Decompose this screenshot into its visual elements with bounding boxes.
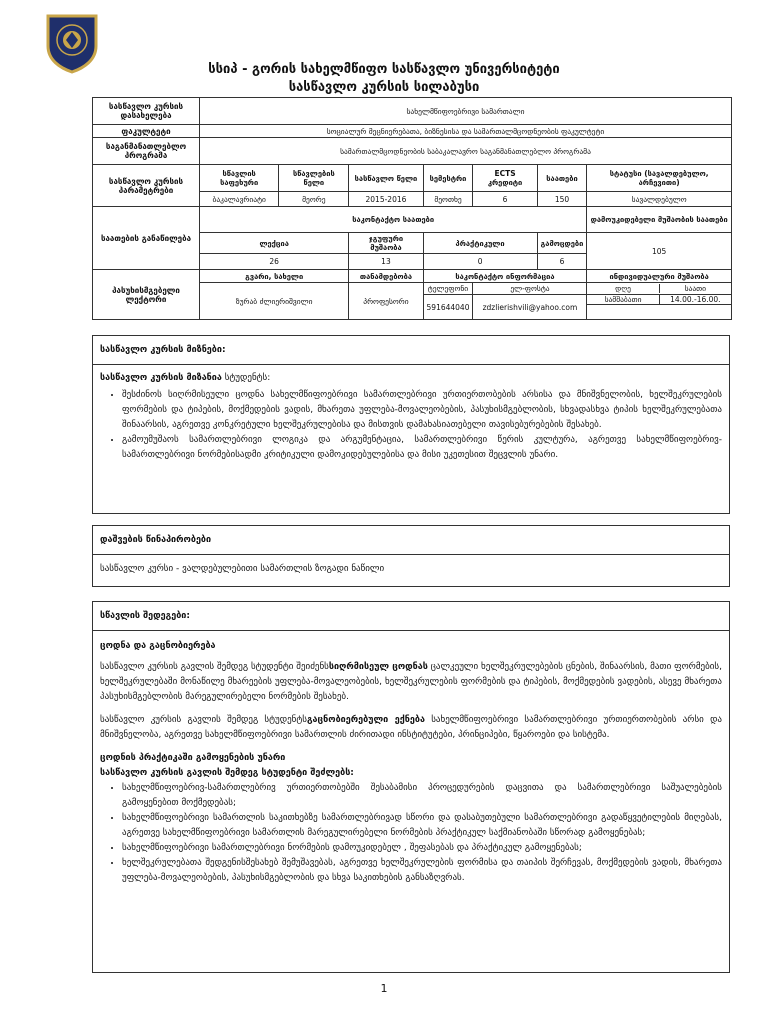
goals-intro-bold: სასწავლო კურსის მიზანია [100,373,222,383]
lecturer-name: ზურაბ ძლიერიშვილი [200,283,349,320]
params-value: 6 [473,192,537,207]
prerequisites-heading: დაშვების წინაპირობები [100,535,212,545]
knowledge-paragraph-2: სასწავლო კურსის გავლის შემდეგ სტუდენტსგაცნობიერებული ექნება სახელმწიფოებრივი სამართლებრივი ურთიერთობების არსი და მნიშვნელობა, აგრეთვე სახელმწიფოებრივი სამართლის ძირითადი ინსტიტუტები, პრინციპები, წყაროები და სისტემა. [100,715,723,740]
outcomes-heading: სწავლის შედეგები: [100,611,190,621]
office-day: სამშაბათი [587,295,659,304]
hours-value: 0 [423,254,537,270]
prerequisites-text: სასწავლო კურსი - ვალდებულებითი სამართლის ზოგადი ნაწილი [100,564,385,574]
lecturer-position: პროფესორი [349,283,423,320]
params-header: სემესტრი [423,165,473,192]
params-value: ბაკალავრიატი [200,192,279,207]
goals-heading: სასწავლო კურსის მიზნები: [100,345,226,355]
faculty: სოციალურ მეცნიერებათა, ბიზნესისა და სამართალმცოდნეობის ფაკულტეტი [200,125,732,138]
independent-hours-value: 105 [587,233,732,270]
hours-value: 13 [349,254,423,270]
lecturer-header: საკონტაქტო ინფორმაცია [423,270,587,283]
application-heading: ცოდნის პრაქტიკაში გამოყენების უნარი [100,753,286,763]
email-label: ელ-ფოსტა [473,283,587,295]
hours-label: საათების განაწილება [93,207,200,270]
application-item: • სახელმწიფოებრივი სამართლებრივი ნორმების დამოუკიდებელ , შეფასებას და პრაქტიკულ გამოყენებას; [122,841,722,856]
application-intro: სასწავლო კურსის გავლის შემდეგ სტუდენტი შეძლებს: [100,768,354,778]
hours-header: გამოცდები [537,233,587,254]
lecturer-header: თანამდებობა [349,270,423,283]
time-label: საათი [684,284,707,293]
params-label: სასწავლო კურსის პარამეტრები [93,165,200,207]
hours-header: ჯგუფური მუშაობა [349,233,423,254]
program-label: საგანმანათლებლო პროგრამა [93,138,200,165]
hours-header: ლექცია [200,233,349,254]
params-value: სავალდებულო [587,192,732,207]
knowledge-paragraph-1: სასწავლო კურსის გავლის შემდეგ სტუდენტი შეიძენსსიღრმისეულ ცოდნას ცალკეული ხელშეკრულებების ცნების, შინაარსის, მათი ფორმების, ხელშეკრულებაში მონაწილე მხარეების უფლება-მოვალეობების, ხელშეკრულების ფორმების და ტიპების, მოქმედების ვადების, ასევე მხარეთა პასუხისმგებლობის მარეგულირებელი ნორმების შესახებ. [100,662,722,702]
syllabus-title: სასწავლო კურსის სილაბუსი [288,80,480,95]
lecturer-header: ინდივიდუალური მუშაობა [587,270,732,283]
params-header: სწავლის საფეხური [200,165,279,192]
params-header: სტატუსი (სავალდებულო, არჩევითი) [587,165,732,192]
application-item: • სახელმწიფოებრივ-სამართლებრივ ურთიერთობებში შესაბამისი პროცედურების დაცვითა და სამართლებრივი საშუალებების გამოყენებით მოქმედებას; [122,781,722,811]
goals-section [92,335,730,514]
params-header: საათები [537,165,587,192]
prerequisites-section [92,525,730,587]
params-value: მეორე [279,192,349,207]
phone-label: ტელეფონი [423,283,473,295]
params-header: ECTS კრედიტი [473,165,537,192]
params-value: 150 [537,192,587,207]
lecturer-header: გვარი, სახელი [200,270,349,283]
lecturer-label: პასუხისმგებელი ლექტორი [93,270,200,320]
params-header: სწავლების წელი [279,165,349,192]
course-name-label: სასწავლო კურსის დასახელება [93,98,200,125]
hours-value: 26 [200,254,349,270]
knowledge-heading: ცოდნა და გაცნობიერება [100,641,216,651]
params-value: მეოთხე [423,192,473,207]
independent-hours-label: დამოუკიდებელი მუშაობის საათები [587,207,732,233]
contact-hours-label: საკონტაქტო საათები [200,207,587,233]
goals-intro: სტუდენტს: [221,373,271,383]
params-header: სასწავლო წელი [349,165,423,192]
goal-item: • გამოუმუშაოს სამართლებრივი ლოგიკა და არგუმენტაცია, სამართლებრივი წერის კულტურა, აგრეთვე სახელმწიფოებრივ-სამართლებრივი ნორმებისადმი კრიტიკული დამოკიდებულებისა და მისი უკეთესით შეცვლის უნარი. [122,433,722,463]
params-value: 2015-2016 [349,192,423,207]
faculty-label: ფაკულტეტი [93,125,200,138]
course-name: სახელმწიფოებრივი სამართალი [200,98,732,125]
day-label: დღე [587,284,659,293]
goal-item: • შესძინოს სიღრმისეული ცოდნა სახელმწიფოებრივი სამართლებრივი ურთიერთობების არსისა და მნიშვნელობის, ხელშეკრულების ფორმების და ტიპების, მოქმედების ვადის, მხარეთა უფლება-მოვალეობების, პასუხისმგებლობის, სხვადასხვა ტიპის ხელშეკრულებათა შინაარსის, აგრეთვე კონკრეტული ხელშეკრულებისა და მისთვის დამახასიათებელი თავისებურებების შესახებ. [122,388,722,433]
lecturer-email: zdzlierishvili@yahoo.com [473,295,587,320]
application-item: • სახელმწიფოებრივი სამართლის საკითხებზე სამართლებრივად სწორი და დასაბუთებული სამართლებრივი გადაწყვეტილების მიღებას, აგრეთვე სახელმწიფოებრივი სამართლის მარეგულირებელი ნორმების პრაქტიკულ საქმიანობაში სწორად გამოყენებას; [122,811,722,841]
page-number: 1 [380,982,388,995]
program: სამართალმცოდნეობის საბაკალავრო საგანმანათლებლო პროგრამა [200,138,732,165]
application-item: • ხელშეკრულებათა შედგენისშესახებ შემუშავებას, აგრეთვე ხელშეკრულების ფორმისა და თაიპის შერჩევას, მოქმედების ვადის, მხარეთა უფლება-მოვალეობების, პასუხისმგებლობის და სხვა საკითხების განსაზღვრას. [122,856,722,886]
university-title: სსიპ - გორის სახელმწიფო სასწავლო უნივერსიტეტი [208,62,560,77]
lecturer-phone: 591644040 [423,295,473,320]
hours-value: 6 [537,254,587,270]
course-info-table [92,97,732,320]
outcomes-section [92,601,730,973]
office-time: 14.00.-16.00. [670,295,721,304]
hours-header: პრაქტიკული [423,233,537,254]
